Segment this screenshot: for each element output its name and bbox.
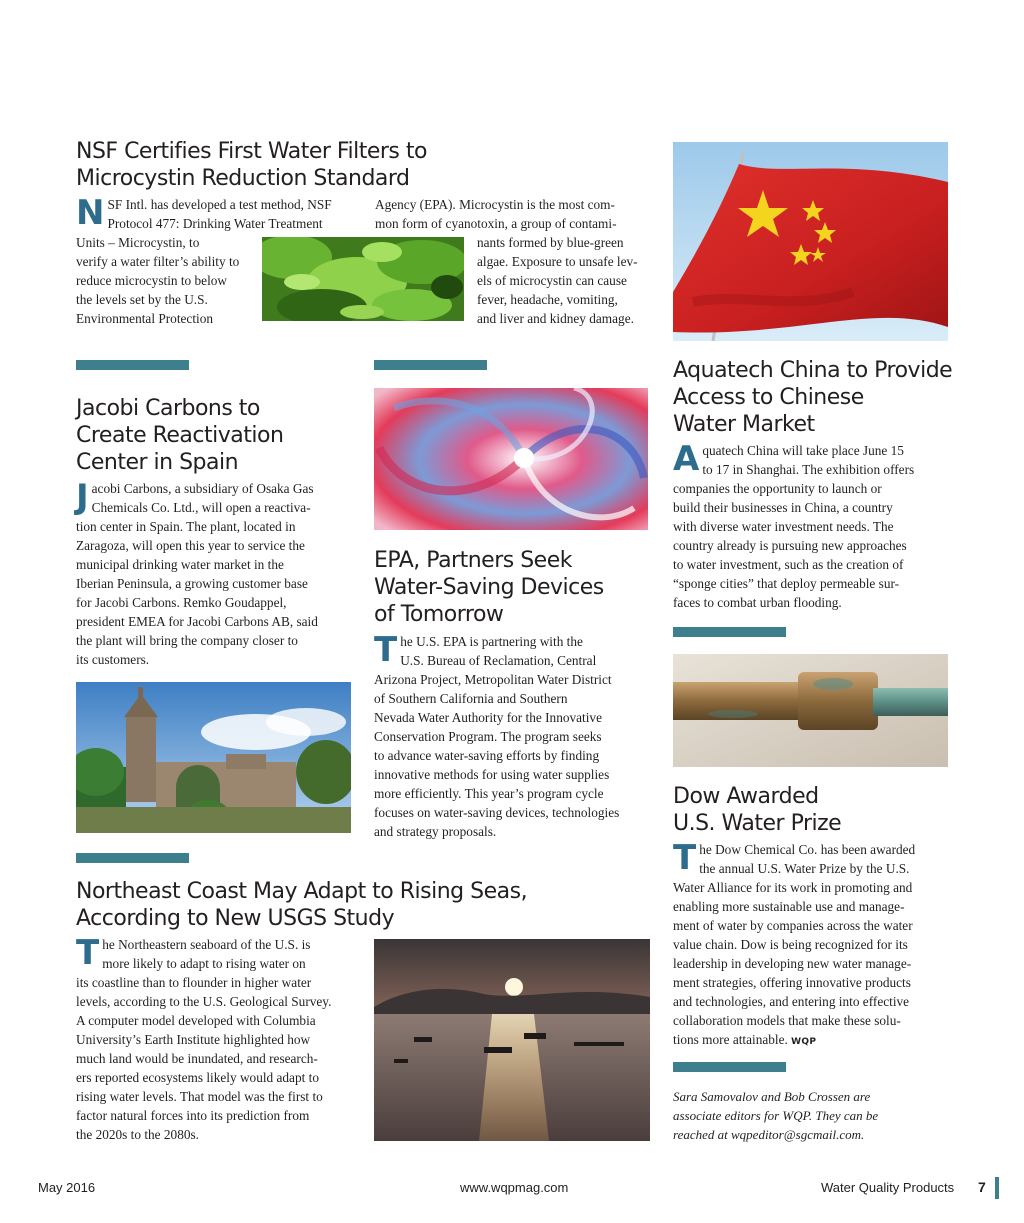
footer-url[interactable]: www.wqpmag.com	[460, 1180, 569, 1195]
accent-bar	[374, 360, 487, 370]
aquatech-body: A quatech China will take place June 15 to 17 in Shanghai. The exhibition offers companies the opportunity to launch or build their businesses in China, a country with diverse water investment needs. The country already is pursuing new approaches to water investment, such as the creation of “sponge cities” that deploy permeable sur- faces to combat urban flooding.	[673, 439, 915, 610]
epa-headline: EPA, Partners Seek Water-Saving Devices of Tomorrow	[374, 548, 604, 627]
nsf-column-1: N SF Intl. has developed a test method, NSF Protocol 477: Drinking Water Treatment Units – Microcystin, to verify a water filter’s ability to reduce microcystin to below the levels set by the U.S. Environmental Protection	[76, 193, 332, 326]
drop-cap: A	[673, 439, 700, 479]
jacobi-article	[76, 395, 356, 476]
accent-bar	[76, 853, 189, 863]
drop-cap: T	[673, 838, 697, 878]
nsf-headline: NSF Certifies First Water Filters to Microcystin Reduction Standard	[76, 139, 427, 191]
castle-photo	[76, 682, 351, 833]
aquatech-headline: Aquatech China to Provide Access to Chinese Water Market	[673, 358, 953, 437]
dow-body: T he Dow Chemical Co. has been awarded the annual U.S. Water Prize by the U.S. Water Alliance for its work in promoting and enabling more sustainable use and manage- ment of water by companies across the water value chain. Dow is being recognized for its leadership in developing new water manage- ment strategies, offering innovative products and technologies, and entering into effective collaboration models that make these solu- tions more attainable. WQP	[673, 838, 916, 1047]
usgs-article	[76, 878, 636, 932]
drop-cap: T	[76, 933, 100, 973]
sunset-harbor-photo	[374, 939, 650, 1141]
nsf-column-2-top: Agency (EPA). Microcystin is the most com- mon form of cyanotoxin, a group of contami-	[375, 197, 617, 231]
drop-cap: N	[76, 193, 105, 233]
epa-body: T he U.S. EPA is partnering with the U.S. Bureau of Reclamation, Central Arizona Project, Metropolitan Water District of Southern California and Southern Nevada Water Authority for the Innovative Conservation Program. The program seeks to advance water-saving efforts by finding innovative methods for using water supplies more efficiently. This year’s program cycle focuses on water-saving devices, technologies and strategy proposals.	[374, 630, 620, 839]
algae-photo	[262, 237, 464, 321]
usgs-headline: Northeast Coast May Adapt to Rising Seas, According to New USGS Study	[76, 879, 528, 931]
footer-publication: Water Quality Products	[821, 1180, 955, 1195]
drop-cap: J	[76, 477, 89, 517]
accent-bar	[673, 1062, 786, 1072]
dow-article	[673, 783, 963, 837]
abstract-swirl-photo	[374, 388, 648, 530]
epa-article	[374, 547, 654, 628]
nsf-column-2-right: nants formed by blue-green algae. Exposure to unsafe lev- els of microcystin can cause fever, headache, vomiting, and liver and kidney damage.	[477, 235, 638, 326]
aquatech-article	[673, 357, 963, 438]
china-flag-photo	[673, 142, 948, 341]
author-bio: Sara Samovalov and Bob Crossen are associate editors for WQP. They can be reached at wqpeditor@sgcmail.com.	[673, 1089, 879, 1142]
pipe-photo	[673, 654, 948, 767]
page-number: 7	[978, 1179, 986, 1195]
page-number-bar	[995, 1177, 999, 1199]
footer-date: May 2016	[38, 1180, 96, 1195]
dow-headline: Dow Awarded U.S. Water Prize	[673, 784, 842, 836]
accent-bar	[76, 360, 189, 370]
usgs-body: T he Northeastern seaboard of the U.S. is more likely to adapt to rising water on its coastline than to flounder in higher water levels, according to the U.S. Geological Survey. A computer model developed with Columbia University’s Earth Institute highlighted how much land would be inundated, and research- ers reported ecosystems likely would adapt to rising water levels. That model was the first to factor natural forces into its prediction from the 2020s to the 2080s.	[76, 933, 332, 1142]
jacobi-headline: Jacobi Carbons to Create Reactivation Center in Spain	[76, 396, 284, 475]
nsf-article	[76, 138, 656, 192]
jacobi-body: J acobi Carbons, a subsidiary of Osaka Gas Chemicals Co. Ltd., will open a reactiva- tion center in Spain. The plant, located in Zaragoza, will open this year to service the municipal drinking water market in the Iberian Peninsula, a growing customer base for Jacobi Carbons. Remko Goudappel, president EMEA for Jacobi Carbons AB, said the plant will bring the company closer to its customers.	[76, 477, 318, 667]
accent-bar	[673, 627, 786, 637]
wqp-end-mark: WQP	[791, 1037, 817, 1047]
drop-cap: T	[374, 630, 398, 670]
